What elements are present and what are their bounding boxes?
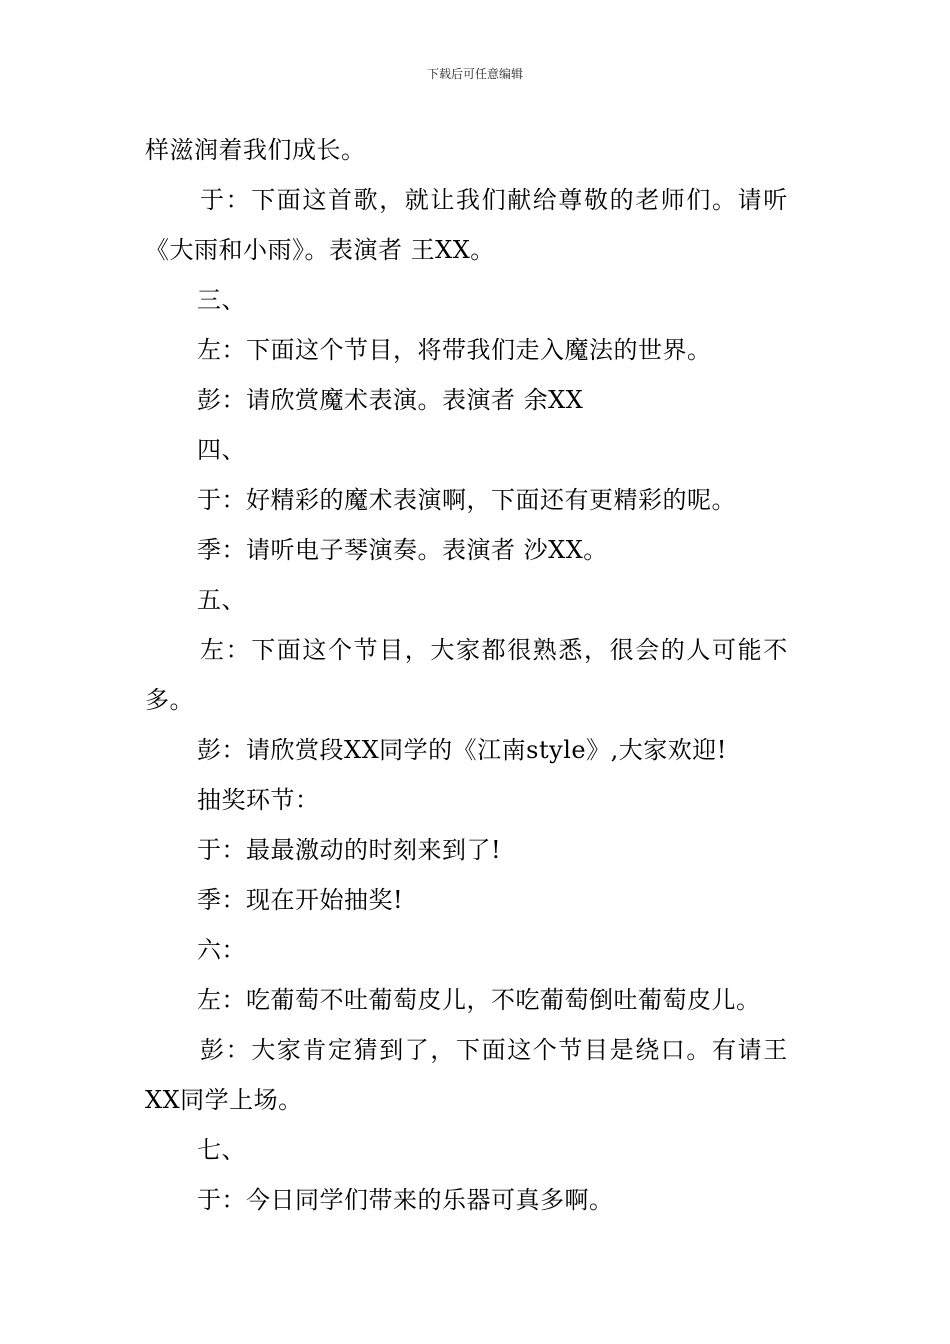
text-line: XX同学上场。: [145, 1086, 303, 1114]
text-line: 季：现在开始抽奖!: [197, 886, 404, 914]
text-line: 《大雨和小雨》。表演者 王XX。: [145, 236, 495, 264]
text-line: 左：吃葡萄不吐葡萄皮儿，不吃葡萄倒吐葡萄皮儿。: [197, 986, 761, 1014]
text-line: 于：最最激动的时刻来到了!: [197, 836, 502, 864]
text-line: 彭：请欣赏段XX同学的《江南style》,大家欢迎!: [197, 736, 727, 764]
text-line: 彭：大家肯定猜到了，下面这个节目是绕口。有请王: [200, 1036, 789, 1064]
section-heading: 三、: [197, 286, 246, 314]
text-line: 于：下面这首歌，就让我们献给尊敬的老师们。请听: [200, 186, 789, 214]
text-line: 左：下面这个节目，大家都很熟悉，很会的人可能不: [200, 636, 789, 664]
page-header-note: 下载后可任意编辑: [426, 67, 523, 81]
text-line: 彭：请欣赏魔术表演。表演者 余XX: [197, 386, 584, 414]
section-heading: 抽奖环节：: [197, 786, 320, 814]
section-heading: 五、: [197, 586, 246, 614]
text-line: 于：今日同学们带来的乐器可真多啊。: [197, 1186, 614, 1214]
text-line: 样滋润着我们成长。: [145, 136, 366, 164]
section-heading: 七、: [197, 1136, 246, 1164]
text-line: 季：请听电子琴演奏。表演者 沙XX。: [197, 536, 608, 564]
section-heading: 四、: [197, 436, 246, 464]
text-line: 左：下面这个节目，将带我们走入魔法的世界。: [197, 336, 712, 364]
text-line: 于：好精彩的魔术表演啊，下面还有更精彩的呢。: [197, 486, 736, 514]
section-heading: 六：: [197, 936, 246, 964]
text-line: 多。: [145, 686, 194, 714]
